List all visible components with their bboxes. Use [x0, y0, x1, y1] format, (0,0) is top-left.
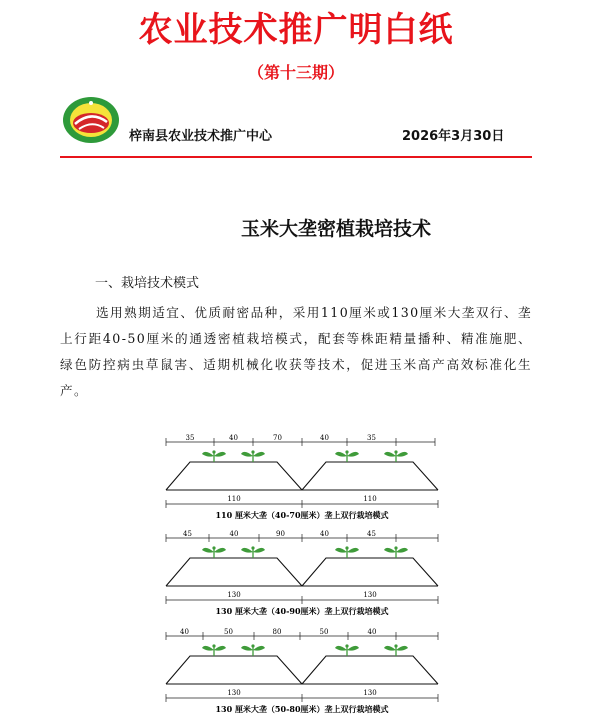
top-dimension-label: 40 — [229, 530, 239, 538]
header-divider — [60, 156, 532, 158]
publish-date: 2026年3月30日 — [402, 129, 505, 144]
top-dimension-label: 40 — [229, 434, 238, 442]
top-dimension-label: 40 — [367, 628, 377, 636]
top-dimension-label: 35 — [367, 434, 376, 442]
top-dimension-label: 45 — [367, 530, 376, 538]
diagram-caption: 110 厘米大垄（40-70厘米）垄上双行栽培模式 — [215, 510, 389, 520]
top-dimension-label: 80 — [272, 628, 282, 636]
issue-number: （第十三期） — [247, 63, 344, 82]
top-dimension-label: 70 — [273, 434, 282, 442]
section-heading: 一、栽培技术模式 — [95, 276, 200, 291]
top-dimension-label: 40 — [320, 434, 329, 442]
top-dimension-label: 50 — [224, 628, 233, 636]
organization-name: 梓南县农业技术推广中心 — [129, 129, 273, 144]
diagram-caption: 130 厘米大垄（50-80厘米）垄上双行栽培模式 — [215, 704, 389, 714]
top-dimension-label: 35 — [185, 434, 195, 442]
body-paragraph: 选用熟期适宜、优质耐密品种，采用110厘米或130厘米大垄双行、垄上行距40-50厘米的通透密植栽培模式，配套等株距精量播种、精准施肥、绿色防控病虫草鼠害、适期机械化收获等技术，促进玉米高产高效标准化生产。 — [60, 305, 532, 398]
agri-extension-logo-icon — [62, 96, 120, 144]
top-dimension-label: 50 — [319, 628, 329, 636]
bottom-dimension-label: 130 — [227, 591, 241, 599]
top-dimension-label: 45 — [183, 530, 192, 538]
page-title: 农业技术推广明白纸 — [138, 10, 454, 50]
pattern-diagram-1 — [166, 434, 438, 520]
top-dimension-label: 40 — [180, 628, 189, 636]
bottom-dimension-label: 110 — [227, 495, 241, 503]
pattern-diagram-2 — [166, 530, 438, 616]
bottom-dimension-label: 130 — [363, 689, 377, 697]
bottom-dimension-label: 110 — [363, 495, 377, 503]
top-dimension-label: 90 — [276, 530, 285, 538]
diagram-caption: 130 厘米大垄（40-90厘米）垄上双行栽培模式 — [215, 606, 389, 616]
bottom-dimension-label: 130 — [227, 689, 241, 697]
planting-pattern-diagrams — [150, 432, 450, 725]
pattern-diagram-3 — [166, 628, 438, 714]
bottom-dimension-label: 130 — [363, 591, 377, 599]
top-dimension-label: 40 — [320, 530, 329, 538]
article-title: 玉米大垄密植栽培技术 — [240, 218, 431, 240]
